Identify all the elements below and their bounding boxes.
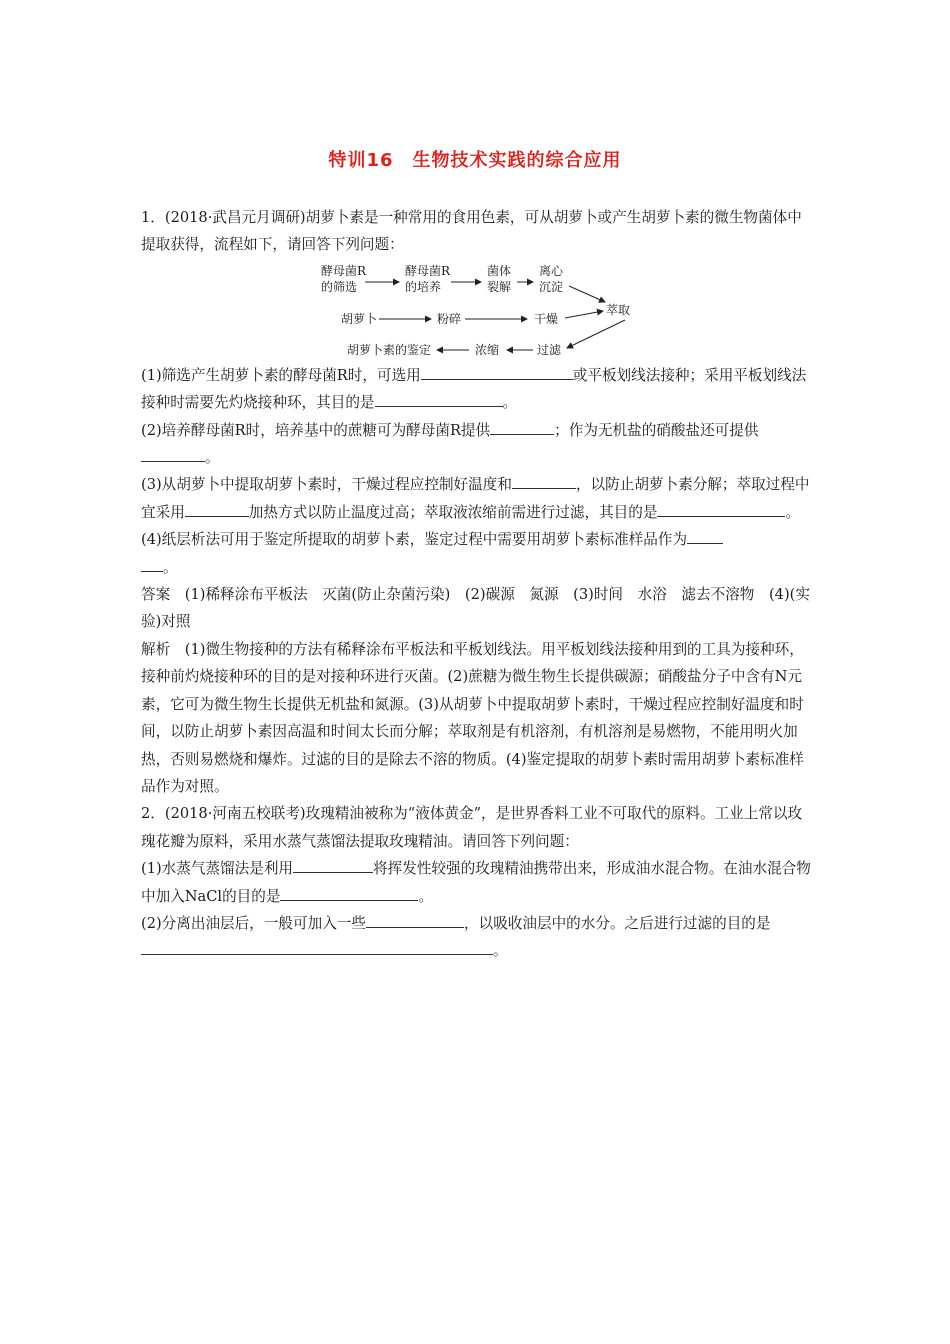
arrow-8-5 — [565, 311, 603, 318]
q2-part2: (2)分离出油层后，一般可加入一些 ，以吸收油层中的水分。之后进行过滤的目的是。 — [141, 910, 813, 965]
q2-intro: 2．(2018·河南五校联考)玫瑰精油被称为“液体黄金”，是世界香料工业不可取代的原料。工业上常以玫瑰花瓣为原料，采用水蒸气蒸馏法提取玫瑰精油。请回答下列问题： — [141, 805, 803, 850]
document-body — [141, 204, 813, 965]
flow-node-lysis-l1: 菌体 — [487, 263, 512, 278]
flow-node-yeast-screen-l2: 的筛选 — [321, 279, 358, 294]
flow-node-concentrate: 浓缩 — [475, 342, 500, 357]
flow-node-carrot: 胡萝卜 — [341, 311, 378, 326]
flow-node-centrifuge-l1: 离心 — [539, 263, 564, 278]
q1-intro: 1．(2018·武昌元月调研)胡萝卜素是一种常用的食用色素，可从胡萝卜或产生胡萝卜素的微生物菌体中提取获得，流程如下，请回答下列问题： — [141, 209, 802, 254]
blank-q1-3a[interactable] — [512, 472, 576, 489]
q1-answer: 答案 (1)稀释涂布平板法 灭菌(防止杂菌污染) (2)碳源 氮源 (3)时间 水浴 滤去不溶物 (4)(实验)对照 — [141, 586, 810, 631]
flow-node-extraction: 萃取 — [606, 302, 631, 317]
blank-q1-2b[interactable] — [141, 445, 205, 462]
page-title: 特训16 生物技术实践的综合应用 — [328, 150, 622, 171]
flow-node-filter: 过滤 — [537, 342, 562, 357]
flow-chart-svg — [313, 262, 643, 362]
blank-q1-3b[interactable] — [185, 500, 249, 517]
flow-node-dry: 干燥 — [534, 311, 559, 326]
blank-q1-2a[interactable] — [490, 418, 554, 435]
q1-analysis: 解析 (1)微生物接种的方法有稀释涂布平板法和平板划线法。用平板划线法接种用到的工具为接种环，接种前灼烧接种环的目的是对接种环进行灭菌。(2)蔗糖为微生物生长提供碳源；硝酸盐分子中含有N元素，它可为微生物生长提供无机盐和氮源。(3)从胡萝卜中提取胡萝卜素时，干燥过程应控制好温度和时间，以防止胡萝卜素因高温和时间太长而分解；萃取剂是有机溶剂，有机溶剂是易燃物，不能用明火加热，否则易燃烧和爆炸。过滤的目的是除去不溶的物质。(4)鉴定提取的胡萝卜素时需用胡萝卜素标准样品作为对照。 — [141, 640, 804, 795]
flow-node-yeast-culture-l1: 酵母菌R — [405, 263, 451, 278]
blank-q2-2a[interactable] — [366, 911, 464, 928]
blank-q2-1a[interactable] — [293, 856, 373, 873]
flow-node-yeast-screen-l1: 酵母菌R — [321, 263, 367, 278]
flow-diagram — [141, 262, 813, 362]
blank-q1-4a[interactable] — [687, 527, 723, 544]
arrow-4-5 — [569, 286, 605, 302]
flow-node-lysis-l2: 裂解 — [487, 279, 512, 294]
flow-node-identify: 胡萝卜素的鉴定 — [347, 342, 432, 357]
q2-part1: (1)水蒸气蒸馏法是利用 将挥发性较强的玫瑰精油携带出来，形成油水混合物。在油水混合物中加入NaCl的目的是 。 — [141, 855, 813, 910]
flow-node-grind: 粉碎 — [437, 311, 462, 326]
blank-q1-4a-cont[interactable] — [141, 555, 163, 572]
q1-part2: (2)培养酵母菌R时，培养基中的蔗糖可为酵母菌R提供 ；作为无机盐的硝酸盐还可提供。 — [141, 417, 813, 472]
blank-q2-2b[interactable] — [141, 938, 493, 955]
flow-node-centrifuge-l2: 沉淀 — [539, 279, 564, 294]
blank-q1-3c[interactable] — [657, 500, 785, 517]
q1-part4: (4)纸层析法可用于鉴定所提取的胡萝卜素，鉴定过程中需要用胡萝卜素标准样品作为 。 — [141, 526, 813, 581]
blank-q2-1b[interactable] — [280, 884, 418, 901]
arrow-5-11 — [567, 320, 625, 348]
q1-part3: (3)从胡萝卜中提取胡萝卜素时，干燥过程应控制好温度和 ，以防止胡萝卜素分解；萃取过程中宜采用 加热方式以防止温度过高；萃取液浓缩前需进行过滤，其目的是 。 — [141, 471, 813, 526]
blank-q1-1b[interactable] — [375, 390, 503, 407]
blank-q1-1a[interactable] — [421, 363, 573, 380]
flow-node-yeast-culture-l2: 的培养 — [405, 279, 442, 294]
q1-part1: (1)筛选产生胡萝卜素的酵母菌R时，可选用 或平板划线法接种；采用平板划线法接种时需要先灼烧接种环，其目的是 。 — [141, 362, 813, 417]
